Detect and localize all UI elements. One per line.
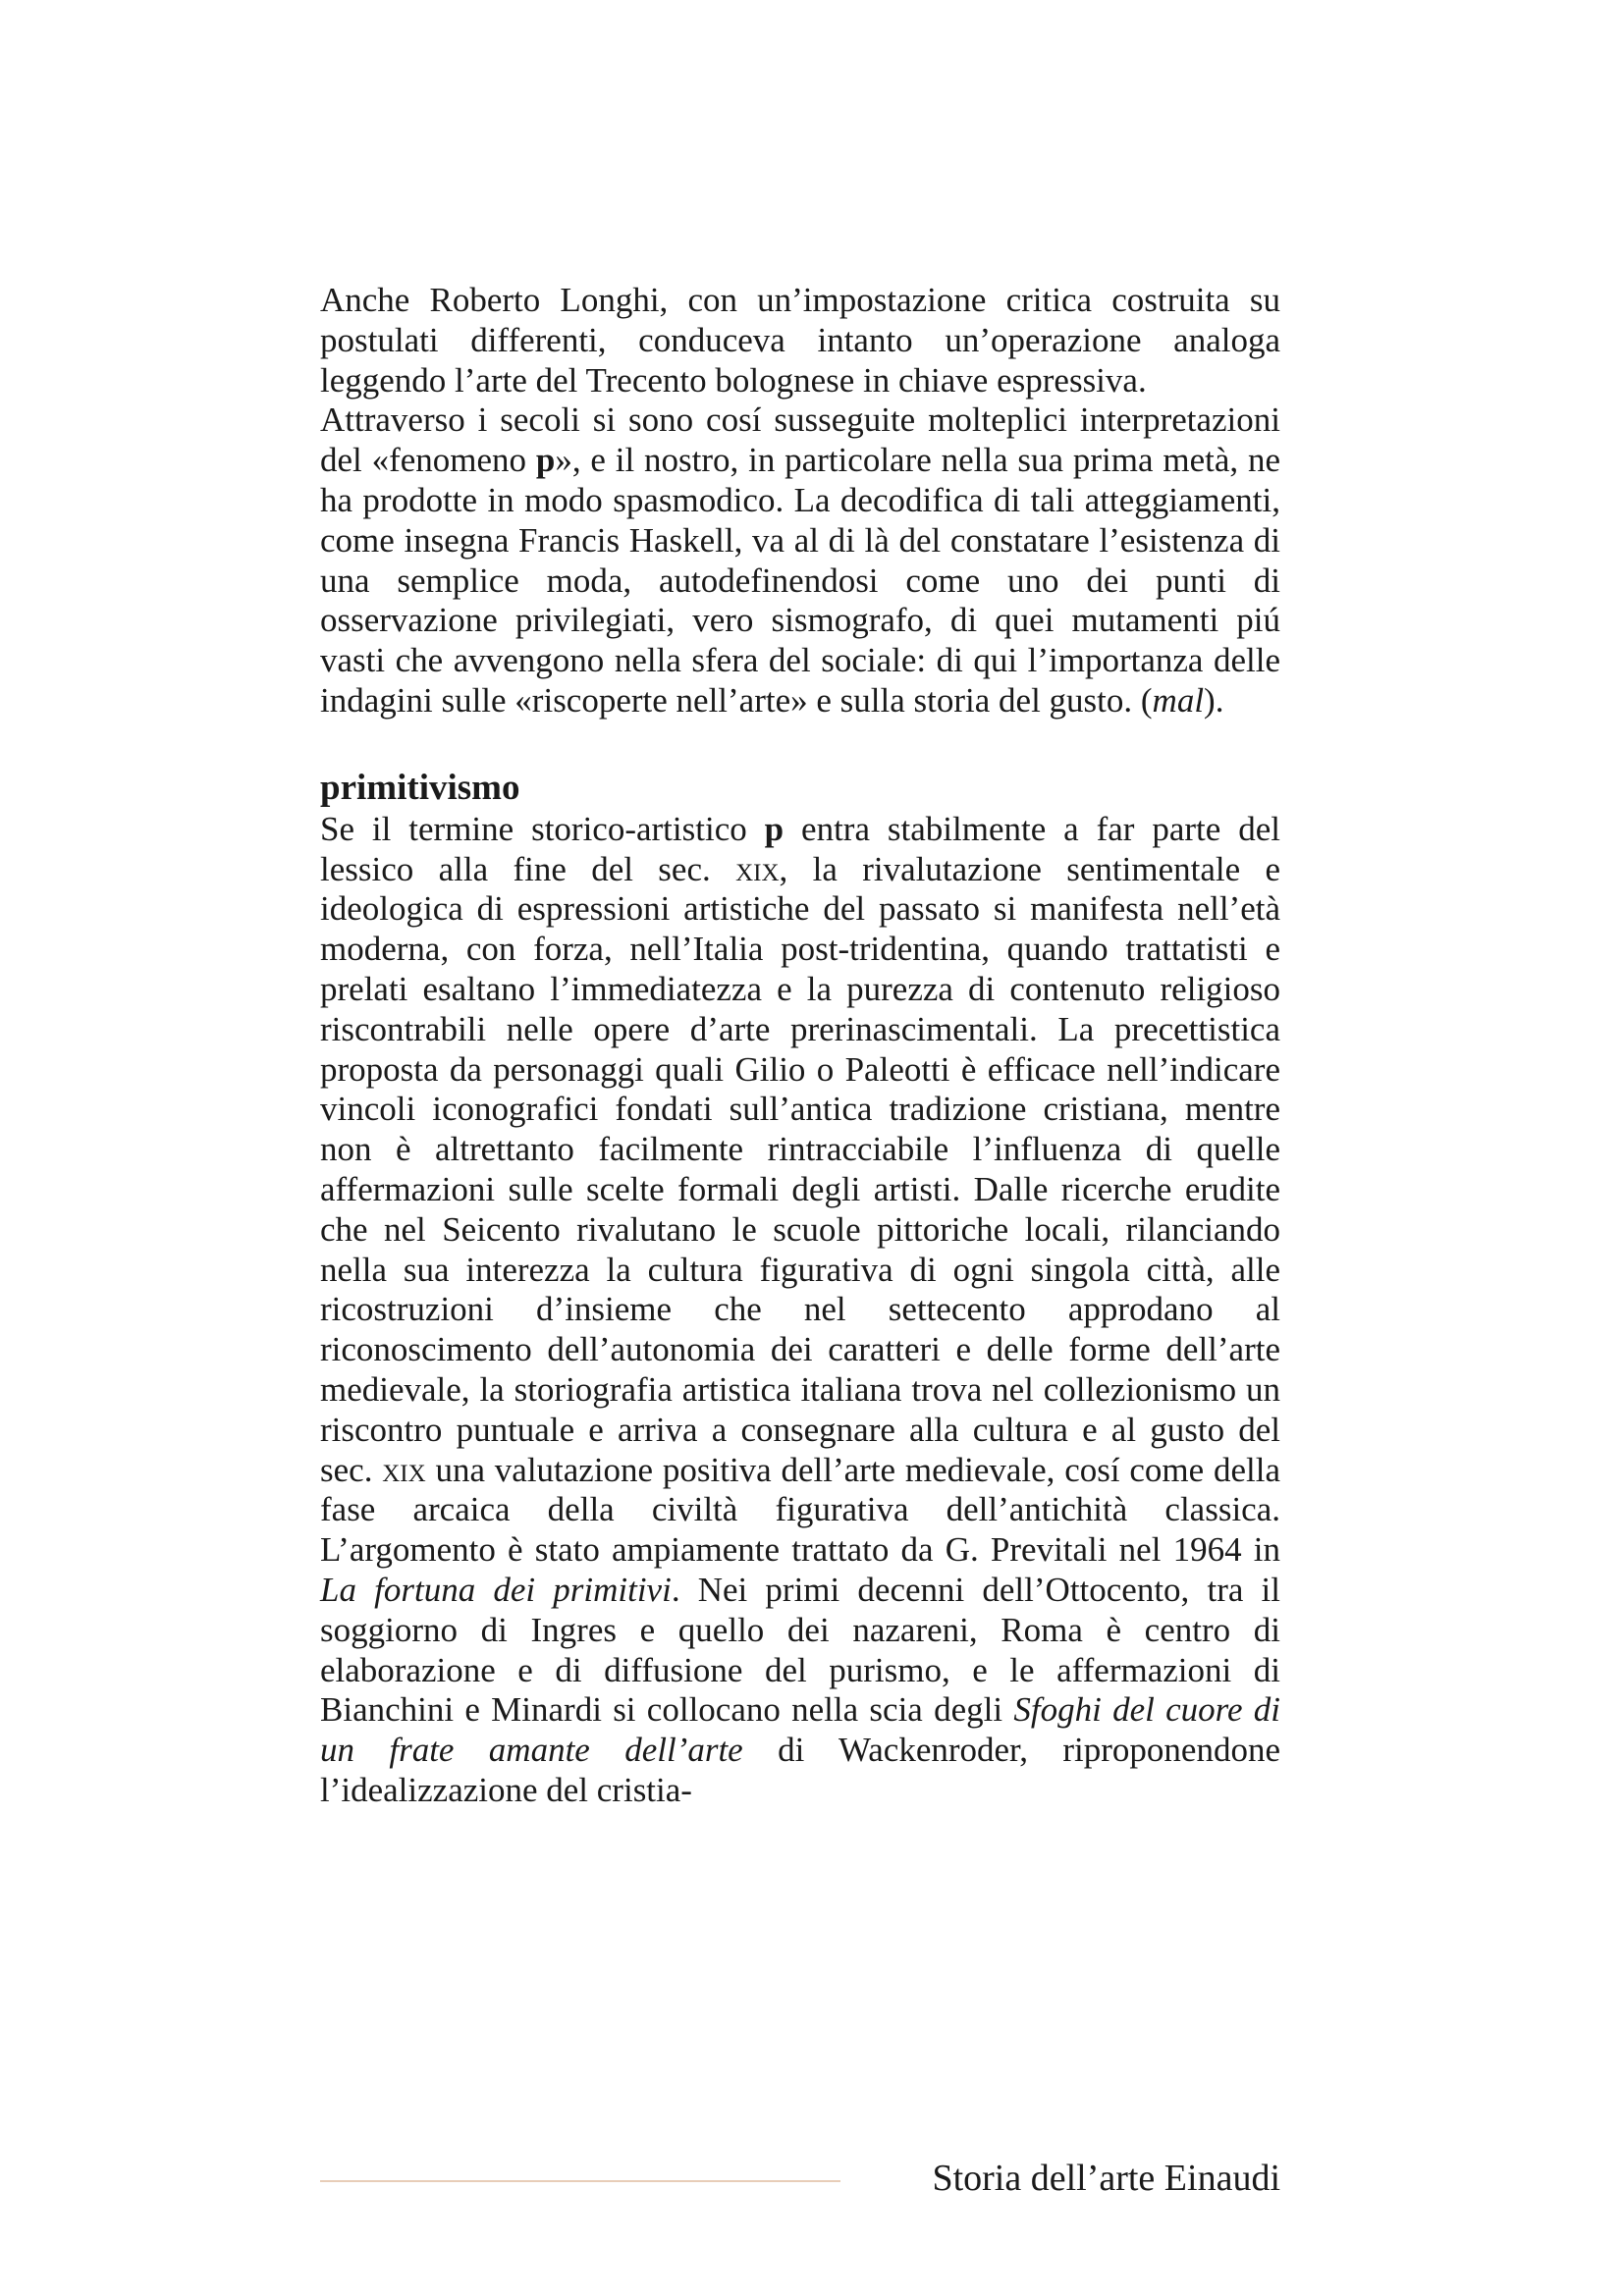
book-title: La fortuna dei primitivi (320, 1570, 672, 1609)
entry-text-part4: una valutazione positiva dell’arte medievale, cosí come della fase arcaica della civiltà figurativa dell’antichità classica. L’argomento è stato ampiamente trattato da G. Previtali nel 1964 in (320, 1450, 1280, 1570)
entry-text (320, 810, 1280, 1811)
entry-text-part2: entra stabilmente a far parte del lessico alla fine del sec. (320, 809, 1280, 888)
paragraph-longhi: Anche Roberto Longhi, con un’impostazione critica costruita su postulati differenti, conduceva intanto un’operazione analoga leggendo l’arte del Trecento bolognese in chiave espressiva. (320, 281, 1280, 400)
entry-text-part6: di Wackenroder, riproponendone l’idealizzazione del cristia- (320, 1731, 1280, 1809)
entry-title: primitivismo (320, 767, 520, 808)
paragraph-interpretations (320, 400, 1280, 721)
entry-text-part1: Se il termine storico-artistico (320, 809, 765, 848)
author-initials: mal (1152, 680, 1205, 720)
entry-term-abbreviation: p (764, 809, 784, 848)
entry-text-part3: , la rivalutazione sentimentale e ideologica di espressioni artistiche del passato si manifesta nell’età moderna, con forza, nell’Italia post-tridentina, quando trattatisti e prelati esaltano l’immediatezza e la purezza di contenuto religioso riscontrabili nelle opere d’arte prerinascimentali. La precettistica proposta da personaggi quali Gilio o Paleotti è efficace nell’indicare vincoli iconografici fondati sull’antica tradizione cristiana, mentre non è altrettanto facilmente rintracciabile l’influenza di quelle affermazioni sulle scelte formali degli artisti. Dalle ricerche erudite che nel Seicento rivalutano le scuole pittoriche locali, rilanciando nella sua interezza la cultura figurativa di ogni singola città, alle ricostruzioni d’insieme che nel settecento approdano al riconoscimento dell’autonomia dei caratteri e delle forme dell’arte medievale, la storiografia artistica italiana trova nel collezionismo un riscontro puntuale e arriva a consegnare alla cultura e al gusto del sec. (320, 849, 1280, 1489)
paragraph-interpretations-part2: », e il nostro, in particolare nella sua prima metà, ne ha prodotte in modo spasmodico. La decodifica di tali atteggiamenti, come insegna Francis Haskell, va al di là del constatare l’esistenza di una semplice moda, autodefinendosi come uno dei punti di osservazione privilegiati, vero sismografo, di quei mutamenti piú vasti che avvengono nella sfera del sociale: di qui l’importanza delle indagini sulle «riscoperte nell’arte» e sulla storia del gusto. ( (320, 441, 1280, 720)
century-numeral: xix (735, 849, 780, 888)
century-numeral: xix (382, 1450, 426, 1489)
entry-text-part5: . Nei primi decenni dell’Ottocento, tra il soggiorno di Ingres e quello dei nazareni, Roma è centro di elaborazione e di diffusione del purismo, e le affermazioni di Bianchini e Minardi si collocano nella scia degli (320, 1570, 1280, 1730)
page-body (320, 281, 1280, 1811)
footer-rule (320, 2180, 840, 2182)
book-title: Sfoghi del cuore di un frate amante dell’arte (320, 1690, 1280, 1770)
term-abbreviation: p (535, 441, 556, 480)
footer-publisher: Storia dell’arte Einaudi (932, 2158, 1280, 2199)
paragraph-interpretations-part3: ). (1204, 680, 1224, 720)
paragraph-interpretations-part1: Attraverso i secoli si sono cosí susseguite molteplici interpretazioni del «fenomeno (320, 400, 1280, 480)
